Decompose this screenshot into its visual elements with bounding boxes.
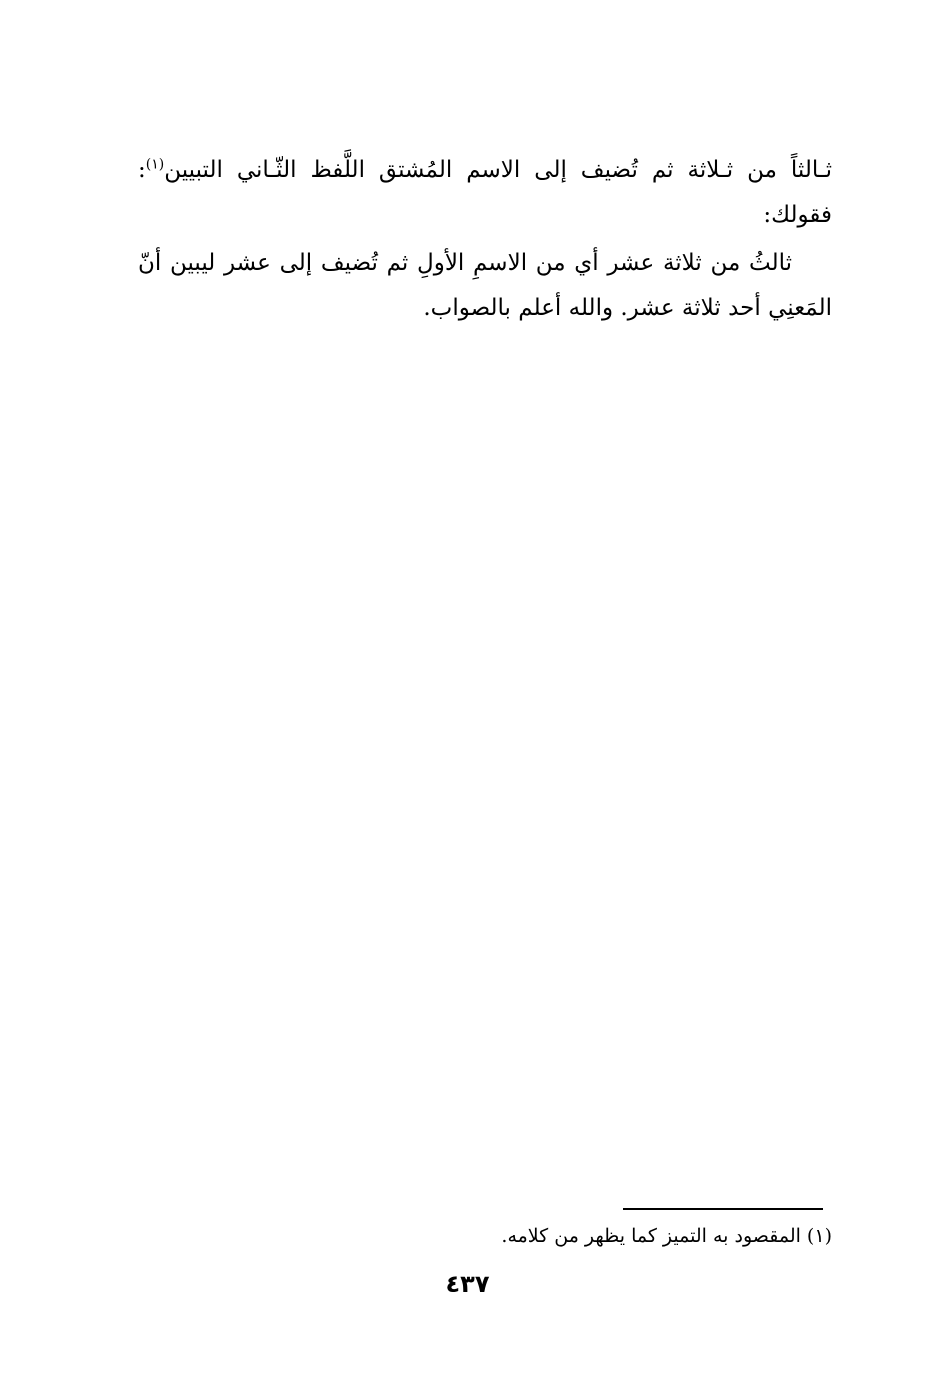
footnote-reference: (١) [145, 156, 165, 173]
footnote-separator [623, 1208, 823, 1210]
paragraph-text-ending: : فقولك: [138, 157, 832, 228]
main-text [138, 148, 832, 331]
paragraph [138, 241, 832, 331]
footnote: (١) المقصود به التميز كما يظهر من كلامه. [501, 1225, 832, 1247]
page-number: ٤٣٧ [445, 1270, 490, 1298]
paragraph [138, 148, 832, 238]
paragraph-text: ثالثُ من ثلاثة عشر أي من الاسمِ الأولِ ثم تُضيف إلى عشر ليبين أنّ المَعنِي أحد ثلاثة عشر. والله أعلم بالصواب. [138, 250, 832, 321]
paragraph-text: ثـالثاً من ثـلاثة ثم تُضيف إلى الاسم المُشتق اللَّفظ الثّـاني التبيين [164, 157, 832, 183]
